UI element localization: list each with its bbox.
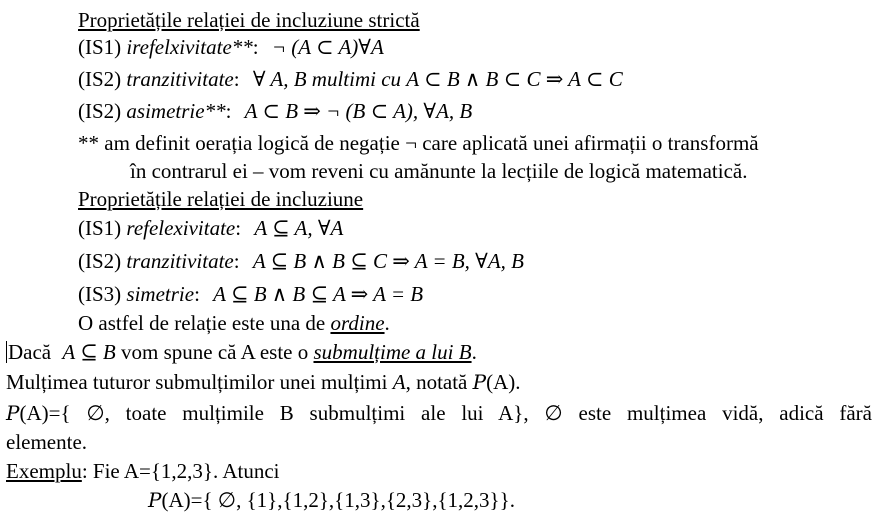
order-relation-line xyxy=(78,310,390,336)
inclusion-title: Proprietățile relației de incluziune xyxy=(78,187,364,211)
formula-quantifier: ∀ A, B xyxy=(252,67,307,91)
formula: A ⊂ B ∧ B ⊂ C ⇒ A ⊂ C xyxy=(406,67,623,91)
prop-tag: (IS1) xyxy=(78,216,122,240)
prop-name: simetrie xyxy=(126,282,195,306)
formula-text: multimi cu xyxy=(311,67,402,91)
prop-name: irefelxivitate** xyxy=(126,35,253,59)
powerset-symbol: P xyxy=(6,401,20,425)
example-text: : Fie A={1,2,3}. Atunci xyxy=(81,459,280,483)
subset-pre: Dacă xyxy=(8,340,52,364)
prop-colon: : xyxy=(235,216,242,240)
order-text: O astfel de relație este una de xyxy=(78,311,326,335)
prop-symmetry xyxy=(78,281,423,307)
prop-name: asimetrie** xyxy=(126,99,226,123)
negation-note-line2: în contrarul ei – vom reveni cu amănunte la lecțiile de logică matematică. xyxy=(130,159,748,183)
prop-tag: (IS2) xyxy=(78,67,122,91)
prop-colon: : xyxy=(194,282,200,306)
prop-colon: : xyxy=(233,67,240,91)
formula-quantifier: ∀A xyxy=(358,35,384,59)
strict-inclusion-title: Proprietățile relației de incluziune strictă xyxy=(78,8,420,32)
strict-prop-asymmetry xyxy=(78,98,472,124)
powerset-notation: (A). xyxy=(486,370,521,394)
prop-name: tranzitivitate xyxy=(126,67,234,91)
prop-colon: : xyxy=(233,249,240,273)
formula: A ⊆ B ∧ B ⊆ A ⇒ A = B xyxy=(213,282,424,306)
powerset-mid: , notată xyxy=(405,370,468,394)
formula: A ⊆ B xyxy=(62,340,116,364)
powerset-definition-end: elemente. xyxy=(6,430,88,454)
subset-mid: vom spune că A este o xyxy=(121,340,309,364)
subset-term: submulțime a lui B xyxy=(313,340,472,364)
prop-tag: (IS2) xyxy=(78,99,122,123)
prop-colon: : xyxy=(225,99,232,123)
powerset-symbol: P xyxy=(472,370,487,394)
order-term: ordine xyxy=(330,311,385,335)
strict-prop-irreflexivity xyxy=(78,34,384,60)
negation-note-line1: ** am definit oerația logică de negație ¬ care aplicată unei afirmații o transformă xyxy=(78,131,759,155)
prop-colon: : xyxy=(252,35,259,59)
formula: A ⊂ B ⇒ ¬ (B ⊂ A), ∀A, B xyxy=(244,99,473,123)
powerset-text: Mulțimea tuturor submulțimilor unei mulțimi xyxy=(6,370,388,394)
powerset-intro xyxy=(6,369,521,395)
strict-prop-transitivity xyxy=(78,66,623,92)
powerset-symbol: P xyxy=(148,488,162,512)
text-cursor xyxy=(6,341,7,363)
powerset-definition xyxy=(6,400,872,426)
formula: A ⊆ B ∧ B ⊆ C ⇒ A = B, ∀A, B xyxy=(252,249,525,273)
order-period: . xyxy=(384,311,390,335)
subset-definition xyxy=(6,339,477,365)
example-line xyxy=(6,458,280,484)
subset-period: . xyxy=(471,340,477,364)
powerset-definition-text: (A)={ ∅, toate mulțimile B submulțimi ale lui A}, ∅ este mulțimea vidă, adică fără xyxy=(19,401,872,425)
example-result xyxy=(148,487,515,513)
example-result-set: (A)={ ∅, {1},{1,2},{1,3},{2,3},{1,2,3}}. xyxy=(161,488,515,512)
prop-tag: (IS3) xyxy=(78,282,122,306)
prop-name: tranzitivitate xyxy=(126,249,234,273)
formula: ¬ (A ⊂ A) xyxy=(271,35,359,59)
prop-tag: (IS1) xyxy=(78,35,122,59)
example-label: Exemplu xyxy=(6,459,82,483)
prop-name: refelexivitate xyxy=(126,216,236,240)
prop-reflexivity xyxy=(78,215,343,241)
powerset-var: A xyxy=(392,370,406,394)
prop-tag: (IS2) xyxy=(78,249,122,273)
prop-transitivity xyxy=(78,248,524,274)
formula: A ⊆ A, ∀A xyxy=(254,216,344,240)
